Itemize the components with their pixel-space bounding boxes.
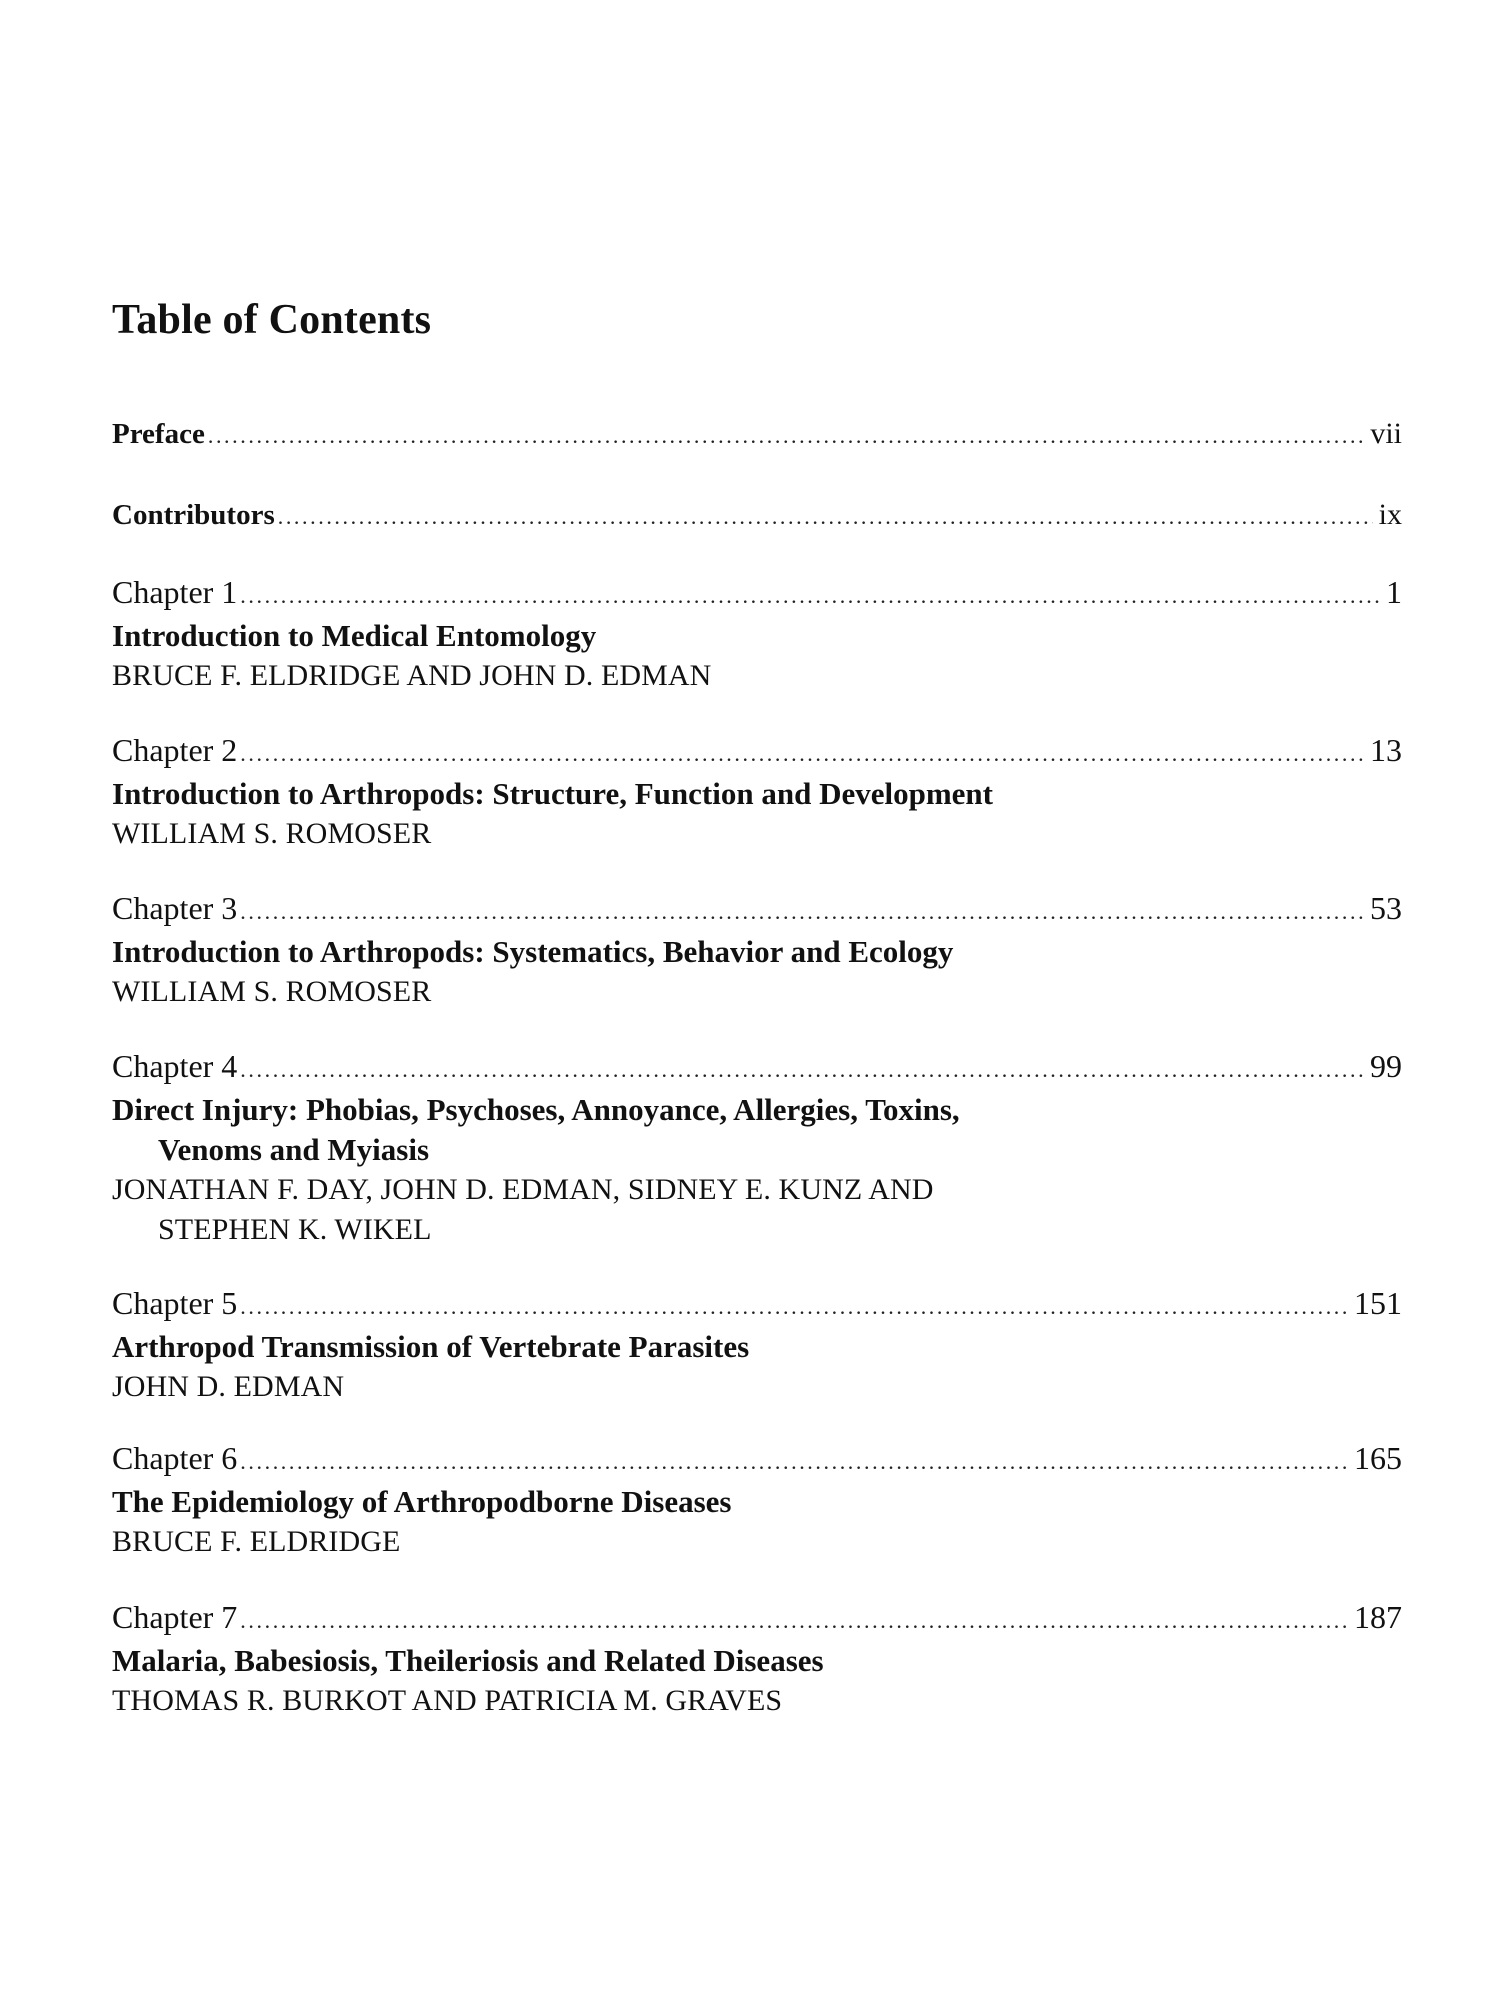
chapter-title: Introduction to Arthropods: Systematics, Behavior and Ecology <box>112 934 954 969</box>
chapter-label: Chapter 2 <box>112 732 238 768</box>
dot-leader <box>240 1287 1348 1327</box>
chapter-page-number: 1 <box>1386 574 1402 610</box>
chapter-heading-line <box>112 1597 1402 1641</box>
dot-leader <box>240 892 1364 932</box>
dot-leader <box>240 1601 1348 1641</box>
chapter-authors: WILLIAM S. ROMOSER <box>112 975 432 1008</box>
chapter-page-number: 187 <box>1354 1599 1402 1635</box>
chapter-label: Chapter 5 <box>112 1285 238 1321</box>
toc-entry-chapter-3[interactable] <box>112 888 1402 1012</box>
chapter-heading-line <box>112 888 1402 932</box>
chapter-heading-line <box>112 572 1402 616</box>
chapter-title: Malaria, Babesiosis, Theileriosis and Related Diseases <box>112 1643 824 1678</box>
chapter-heading-line <box>112 1438 1402 1482</box>
dot-leader <box>240 1050 1364 1090</box>
chapter-label: Chapter 6 <box>112 1440 238 1476</box>
toc-entry-chapter-7[interactable] <box>112 1597 1402 1721</box>
dot-leader <box>240 734 1364 774</box>
chapter-page-number: 165 <box>1354 1440 1402 1476</box>
chapter-heading-line <box>112 730 1402 774</box>
entry-page-number: vii <box>1370 417 1402 450</box>
chapter-label: Chapter 3 <box>112 890 238 926</box>
page-title: Table of Contents <box>112 297 432 343</box>
toc-entry-chapter-1[interactable] <box>112 572 1402 696</box>
chapter-heading-line <box>112 1046 1402 1090</box>
chapter-label: Chapter 4 <box>112 1048 238 1084</box>
chapter-authors: JONATHAN F. DAY, JOHN D. EDMAN, SIDNEY E. KUNZ AND <box>112 1173 934 1206</box>
chapter-title: Introduction to Medical Entomology <box>112 618 597 653</box>
chapter-page-number: 99 <box>1370 1048 1402 1084</box>
toc-entry-chapter-5[interactable] <box>112 1283 1402 1407</box>
chapter-label: Chapter 1 <box>112 574 238 610</box>
entry-label: Preface <box>112 418 205 450</box>
toc-entry-preface[interactable] <box>112 414 1402 456</box>
chapter-page-number: 13 <box>1370 732 1402 768</box>
entry-label: Contributors <box>112 499 275 531</box>
chapter-authors: BRUCE F. ELDRIDGE AND JOHN D. EDMAN <box>112 659 712 692</box>
chapter-heading-line <box>112 1283 1402 1327</box>
toc-page <box>112 0 1402 1997</box>
dot-leader <box>208 416 1364 456</box>
toc-entry-chapter-2[interactable] <box>112 730 1402 854</box>
dot-leader <box>240 576 1380 616</box>
chapter-title-continuation: Venoms and Myiasis <box>158 1132 430 1167</box>
chapter-title: Introduction to Arthropods: Structure, Function and Development <box>112 776 993 811</box>
chapter-title: Arthropod Transmission of Vertebrate Parasites <box>112 1329 750 1364</box>
chapter-authors: THOMAS R. BURKOT AND PATRICIA M. GRAVES <box>112 1684 783 1717</box>
chapter-title: Direct Injury: Phobias, Psychoses, Annoyance, Allergies, Toxins, <box>112 1092 960 1127</box>
dot-leader <box>240 1442 1348 1482</box>
chapter-label: Chapter 7 <box>112 1599 238 1635</box>
chapter-page-number: 53 <box>1370 890 1402 926</box>
toc-entry-contributors[interactable] <box>112 495 1402 537</box>
dot-leader <box>278 497 1373 537</box>
chapter-authors-continuation: STEPHEN K. WIKEL <box>158 1213 432 1246</box>
chapter-title: The Epidemiology of Arthropodborne Diseases <box>112 1484 732 1519</box>
chapter-authors: BRUCE F. ELDRIDGE <box>112 1525 401 1558</box>
entry-page-number: ix <box>1378 498 1402 531</box>
chapter-page-number: 151 <box>1354 1285 1402 1321</box>
toc-entry-chapter-6[interactable] <box>112 1438 1402 1562</box>
chapter-authors: WILLIAM S. ROMOSER <box>112 817 432 850</box>
chapter-authors: JOHN D. EDMAN <box>112 1370 345 1403</box>
toc-entry-chapter-4[interactable] <box>112 1046 1402 1250</box>
